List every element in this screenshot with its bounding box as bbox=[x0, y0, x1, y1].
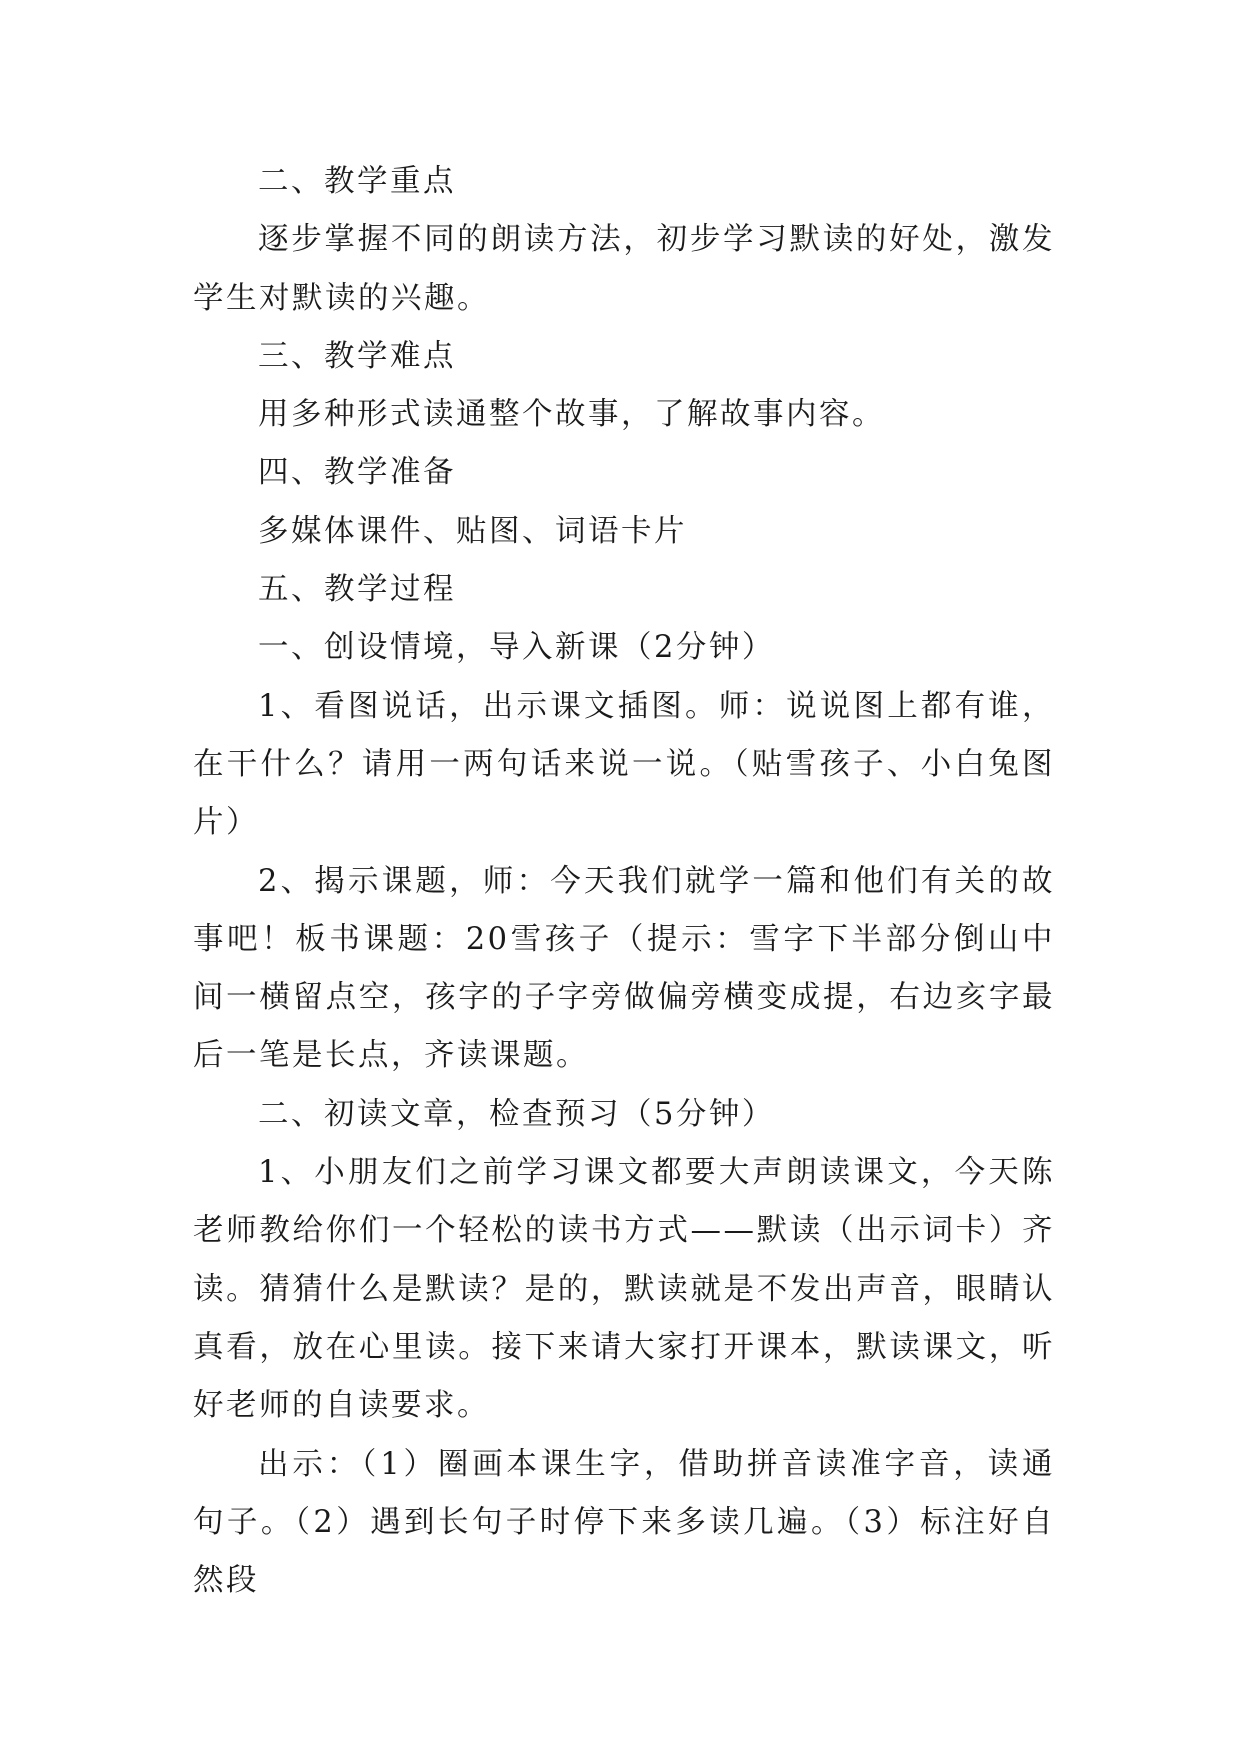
paragraph-teaching-preparation: 多媒体课件、贴图、词语卡片 bbox=[258, 513, 687, 549]
paragraph-teaching-difficulty: 用多种形式读通整个故事，了解故事内容。 bbox=[258, 397, 885, 433]
subheading-create-scenario: 一、创设情境，导入新课（2分钟） bbox=[258, 630, 775, 666]
paragraph-look-and-talk: 1、看图说话，出示课文插图。师：说说图上都有谁，在干什么？请用一两句话来说一说。（贴雪孩子、小白兔图片） bbox=[193, 688, 1055, 841]
paragraph-reading-requirements: 出示：（1）圈画本课生字，借助拼音读准字音，读通句子。（2）遇到长句子时停下来多读几遍。（3）标注好自然段 bbox=[193, 1446, 1055, 1599]
paragraph-reveal-title: 2、揭示课题，师：今天我们就学一篇和他们有关的故事吧！板书课题：20雪孩子（提示：雪字下半部分倒山中间一横留点空，孩字的子字旁做偏旁横变成提，右边亥字最后一笔是长点，齐读课题。 bbox=[193, 863, 1055, 1074]
heading-teaching-process: 五、教学过程 bbox=[258, 572, 456, 608]
heading-teaching-difficulty: 三、教学难点 bbox=[258, 338, 456, 374]
heading-teaching-preparation: 四、教学准备 bbox=[258, 455, 456, 491]
subheading-first-reading: 二、初读文章，检查预习（5分钟） bbox=[258, 1096, 775, 1132]
paragraph-teaching-focus: 逐步掌握不同的朗读方法，初步学习默读的好处，激发学生对默读的兴趣。 bbox=[193, 222, 1055, 316]
paragraph-silent-reading: 1、小朋友们之前学习课文都要大声朗读课文，今天陈老师教给你们一个轻松的读书方式——默读（出示词卡）齐读。猜猜什么是默读？是的，默读就是不发出声音，眼睛认真看，放在心里读。接下来请大家打开课本，默读课文，听好老师的自读要求。 bbox=[193, 1155, 1055, 1424]
document-body bbox=[193, 153, 1055, 1610]
heading-teaching-focus: 二、教学重点 bbox=[258, 164, 456, 199]
